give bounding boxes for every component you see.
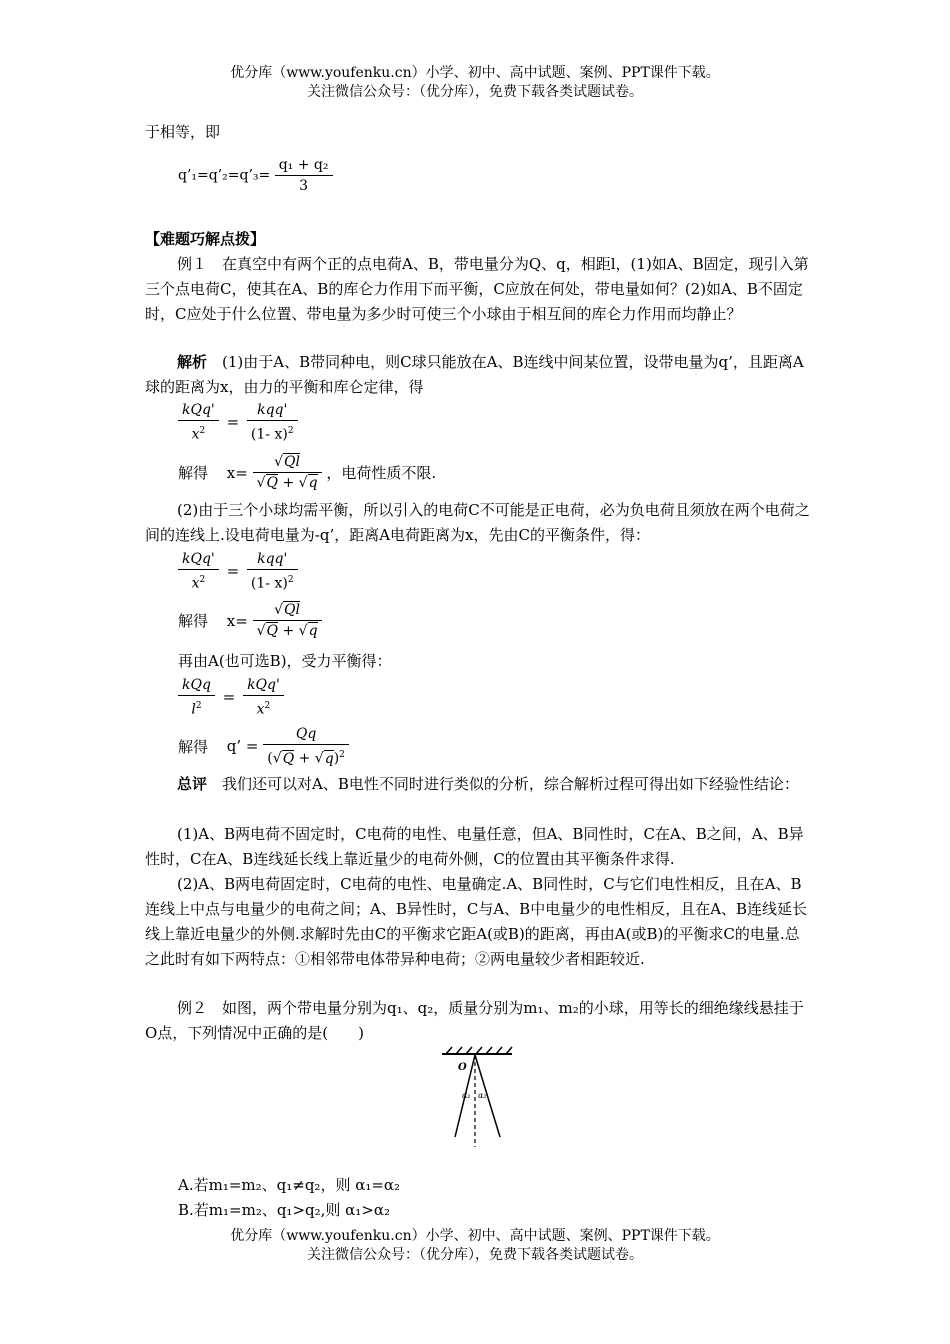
intro-fraction-num: q₁ + q₂ — [275, 155, 333, 176]
eq2-paren: (1- x) — [250, 575, 288, 592]
solve-1-label: 解得 — [178, 464, 209, 482]
summary-label: 总评 — [177, 775, 208, 793]
solve-1-sqrt-ql: Ql — [284, 454, 301, 470]
solve-2-num: √Ql — [253, 600, 322, 621]
solve-1-sqrt-q-big: Q — [266, 475, 279, 491]
eq2-right — [247, 549, 298, 594]
eq3-right-den — [243, 696, 284, 720]
eq3-left — [178, 675, 215, 720]
solve-1-num: √Ql — [253, 452, 322, 473]
eq1-exp: 2 — [199, 426, 206, 436]
solve-3-sqrt-q-big: Q — [282, 750, 295, 767]
solve-3 — [178, 724, 349, 769]
solve-2-label: 解得 — [178, 612, 209, 630]
eq2-x: x — [191, 575, 200, 592]
eq1-x: x — [191, 426, 200, 443]
fig-alpha1-label: α₁ — [462, 1091, 471, 1100]
solve-3-label: 解得 — [178, 737, 209, 756]
eq2-exp: 2 — [199, 575, 206, 585]
eq3-l: l — [191, 701, 196, 718]
eq2-right-num: kqq' — [247, 549, 298, 570]
footer-line-2: 关注微信公众号：（优分库），免费下载各类试题试卷。 — [307, 1247, 643, 1263]
equation-1 — [178, 400, 298, 445]
eq1-right-num: kqq' — [247, 400, 298, 421]
eq2-left — [178, 549, 219, 594]
solve-3-den: $(√Q + √q)^2$ — [267, 750, 345, 767]
eq1-left — [178, 400, 219, 445]
point-1: (1)A、B两电荷不固定时，C电荷的电性、电量任意，但A、B同性时，C在A、B之间，A、B异性时，C在A、B连线延长线上靠近量少的电荷外侧，C的位置由其平衡条件求得. — [145, 825, 804, 868]
solve-3-sqrt-q-small: q — [324, 750, 334, 767]
eq3-left-den — [178, 696, 215, 720]
solve-1 — [178, 452, 436, 493]
eq1-left-den — [178, 421, 219, 445]
eq3-equals: = — [222, 688, 236, 707]
eq1-right — [247, 400, 298, 445]
solve-2-sqrt-ql: Ql — [284, 602, 301, 618]
solve-2-sqrt-q-big: Q — [266, 623, 279, 639]
section-title: 【难题巧解点拨】 — [145, 230, 266, 248]
solve-2-den: √Q + √q — [256, 623, 318, 639]
eq1-left-num: kQq' — [178, 400, 219, 421]
equation-2 — [178, 549, 298, 594]
solve-1-sqrt-q-small: q — [308, 475, 318, 491]
intro-fraction-den: 3 — [299, 178, 309, 194]
ex1-analysis-2: (2)由于三个小球均需平衡，所以引入的电荷C不可能是正电荷，必为负电荷且须放在两个电荷之间的连线上.设电荷电量为-q’，距离A电荷距离为x，先由C的平衡条件，得： — [145, 501, 810, 544]
eq1-right-den — [247, 421, 298, 445]
eq1-exp2: 2 — [287, 426, 294, 436]
intro-fraction — [275, 155, 333, 196]
eq2-right-den — [247, 570, 298, 594]
eq2-exp2: 2 — [287, 575, 294, 585]
solve-3-exp: 2 — [339, 750, 345, 760]
intro-text: 于相等，即 — [145, 123, 221, 141]
solve-2-sqrt-q-small: q — [308, 623, 318, 639]
eq2-left-den — [178, 570, 219, 594]
summary — [145, 772, 813, 797]
solve-1-x: x= — [226, 463, 248, 482]
eq3-exp2: 2 — [264, 701, 271, 711]
again-text: 再由A(也可选B)，受力平衡得： — [178, 652, 392, 670]
summary-text: 我们还可以对A、B电性不同时进行类似的分析，综合解析过程可得出如下经验性结论： — [222, 775, 799, 793]
header-line-2: 关注微信公众号：（优分库），免费下载各类试题试卷。 — [307, 84, 643, 100]
eq3-exp: 2 — [195, 701, 202, 711]
eq1-equals: = — [226, 413, 240, 432]
eq2-equals: = — [226, 562, 240, 581]
eq3-left-num: kQq — [178, 675, 215, 696]
ex1-analysis-1 — [145, 350, 813, 400]
option-b: B.若m₁=m₂、q₁>q₂,则 α₁>α₂ — [178, 1201, 391, 1219]
eq3-right — [243, 675, 284, 720]
ceiling-hatch — [446, 1047, 512, 1054]
solve-1-suffix: ，电荷性质不限. — [326, 464, 437, 482]
solve-2 — [178, 600, 322, 641]
analysis-1-text: (1)由于A、B带同种电，则C球只能放在A、B连线中间某位置，设带电量为q’，且距离A球的距离为x，由力的平衡和库仑定律，得 — [145, 353, 804, 396]
solve-3-frac — [263, 724, 349, 769]
fig-alpha2-label: α₂ — [478, 1091, 487, 1100]
solve-1-den: √Q + √q — [256, 475, 318, 491]
footer-line-1: 优分库（www.youfenku.cn）小学、初中、高中试题、案例、PPT课件下载。 — [230, 1228, 720, 1244]
intro-formula — [178, 155, 333, 196]
analysis-label: 解析 — [177, 353, 208, 371]
solve-2-frac — [253, 600, 322, 641]
ex1-question: 例１ 在真空中有两个正的点电荷A、B，带电量分为Q、q，相距l，(1)如A、B固定，现引入第三个点电荷C，使其在A、B的库仑力作用下而平衡，C应放在何处，带电量如何？(2)如A、B不固定时，C应处于什么位置、带电量为多少时可使三个小球由于相互间的库仑力作用而均静止？ — [145, 255, 809, 323]
solve-2-x: x= — [226, 611, 248, 630]
solve-1-frac — [253, 452, 322, 493]
point-2: (2)A、B两电荷固定时，C电荷的电性、电量确定.A、B同性时，C与它们电性相反，且在A、B连线上中点与电量少的电荷之间；A、B异性时，C与A、B中电量少的电性相反，且在A、B连线延长线上靠近电量少的外侧.求解时先由C的平衡求它距A(或B)的距离，再由A(或B)的平衡求C的电量.总之此时有如下两特点：①相邻带电体带异种电荷；②两电量较少者相距较近. — [145, 875, 808, 968]
ex2-question: 例２ 如图，两个带电量分别为q₁、q₂，质量分别为m₁、m₂的小球，用等长的细绝缘线悬挂于O点，下列情况中正确的是( ) — [145, 999, 804, 1042]
equation-3 — [178, 675, 284, 720]
option-a: A.若m₁=m₂、q₁≠q₂，则 α₁=α₂ — [178, 1176, 401, 1194]
intro-formula-left: q’₁=q’₂=q’₃= — [178, 167, 271, 184]
solve-3-q: q’ = — [226, 737, 259, 756]
header-line-1: 优分库（www.youfenku.cn）小学、初中、高中试题、案例、PPT课件下载。 — [230, 65, 720, 81]
eq2-left-num: kQq' — [178, 549, 219, 570]
eq1-paren: (1- x) — [250, 426, 288, 443]
eq3-right-num: kQq' — [243, 675, 284, 696]
fig-o-label: O — [458, 1062, 467, 1073]
solve-3-num: Qq — [263, 724, 349, 745]
pendulum-figure — [440, 1046, 520, 1148]
eq3-x: x — [256, 701, 265, 718]
